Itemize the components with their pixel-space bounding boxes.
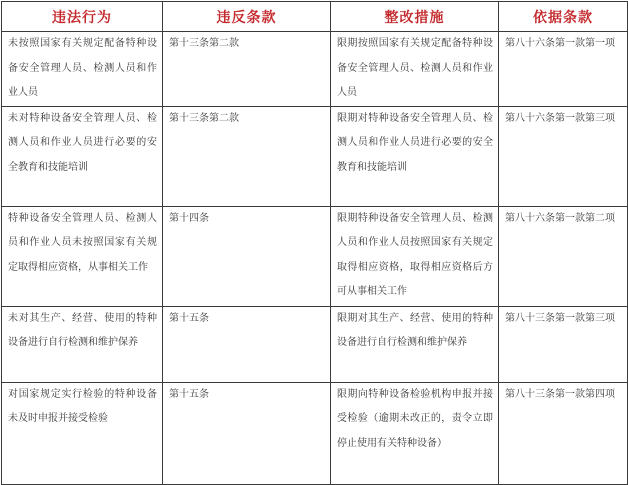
basis-cell: 第八十六条第一款第三项 bbox=[499, 106, 628, 206]
table-row bbox=[2, 106, 628, 206]
regulations-table bbox=[1, 1, 628, 485]
measure-cell: 限期按照国家有关规定配备特种设备安全管理人员、检测人员和作业人员 bbox=[331, 32, 499, 107]
clause-cell: 第十三条第二款 bbox=[163, 106, 331, 206]
violation-cell: 未对其生产、经营、使用的特种设备进行自行检测和维护保养 bbox=[2, 306, 163, 382]
basis-cell: 第八十三条第一款第四项 bbox=[499, 382, 628, 484]
measure-cell: 限期特种设备安全管理人员、检测人员和作业人员按照国家有关规定取得相应资格，取得相应资格后方可从事相关工作 bbox=[331, 206, 499, 306]
basis-cell: 第八十六条第一款第二项 bbox=[499, 206, 628, 306]
header-violation: 违法行为 bbox=[2, 2, 163, 32]
clause-cell: 第十五条 bbox=[163, 306, 331, 382]
table-row bbox=[2, 382, 628, 484]
table-row bbox=[2, 206, 628, 306]
basis-cell: 第八十六条第一款第一项 bbox=[499, 32, 628, 107]
clause-cell: 第十四条 bbox=[163, 206, 331, 306]
violation-cell: 特种设备安全管理人员、检测人员和作业人员未按照国家有关规定取得相应资格，从事相关工作 bbox=[2, 206, 163, 306]
table-row bbox=[2, 32, 628, 107]
violation-cell: 对国家规定实行检验的特种设备未及时申报并接受检验 bbox=[2, 382, 163, 484]
violation-cell: 未对特种设备安全管理人员、检测人员和作业人员进行必要的安全教育和技能培训 bbox=[2, 106, 163, 206]
header-basis-clause: 依据条款 bbox=[499, 2, 628, 32]
clause-cell: 第十三条第二款 bbox=[163, 32, 331, 107]
basis-cell: 第八十三条第一款第三项 bbox=[499, 306, 628, 382]
table-row bbox=[2, 306, 628, 382]
header-row bbox=[2, 2, 628, 32]
header-rectification: 整改措施 bbox=[331, 2, 499, 32]
measure-cell: 限期向特种设备检验机构申报并接受检验（逾期未改正的，责令立即停止使用有关特种设备） bbox=[331, 382, 499, 484]
header-violated-clause: 违反条款 bbox=[163, 2, 331, 32]
measure-cell: 限期对特种设备安全管理人员、检测人员和作业人员进行必要的安全教育和技能培训 bbox=[331, 106, 499, 206]
measure-cell: 限期对其生产、经营、使用的特种设备进行自行检测和维护保养 bbox=[331, 306, 499, 382]
violation-cell: 未按照国家有关规定配备特种设备安全管理人员、检测人员和作业人员 bbox=[2, 32, 163, 107]
clause-cell: 第十五条 bbox=[163, 382, 331, 484]
